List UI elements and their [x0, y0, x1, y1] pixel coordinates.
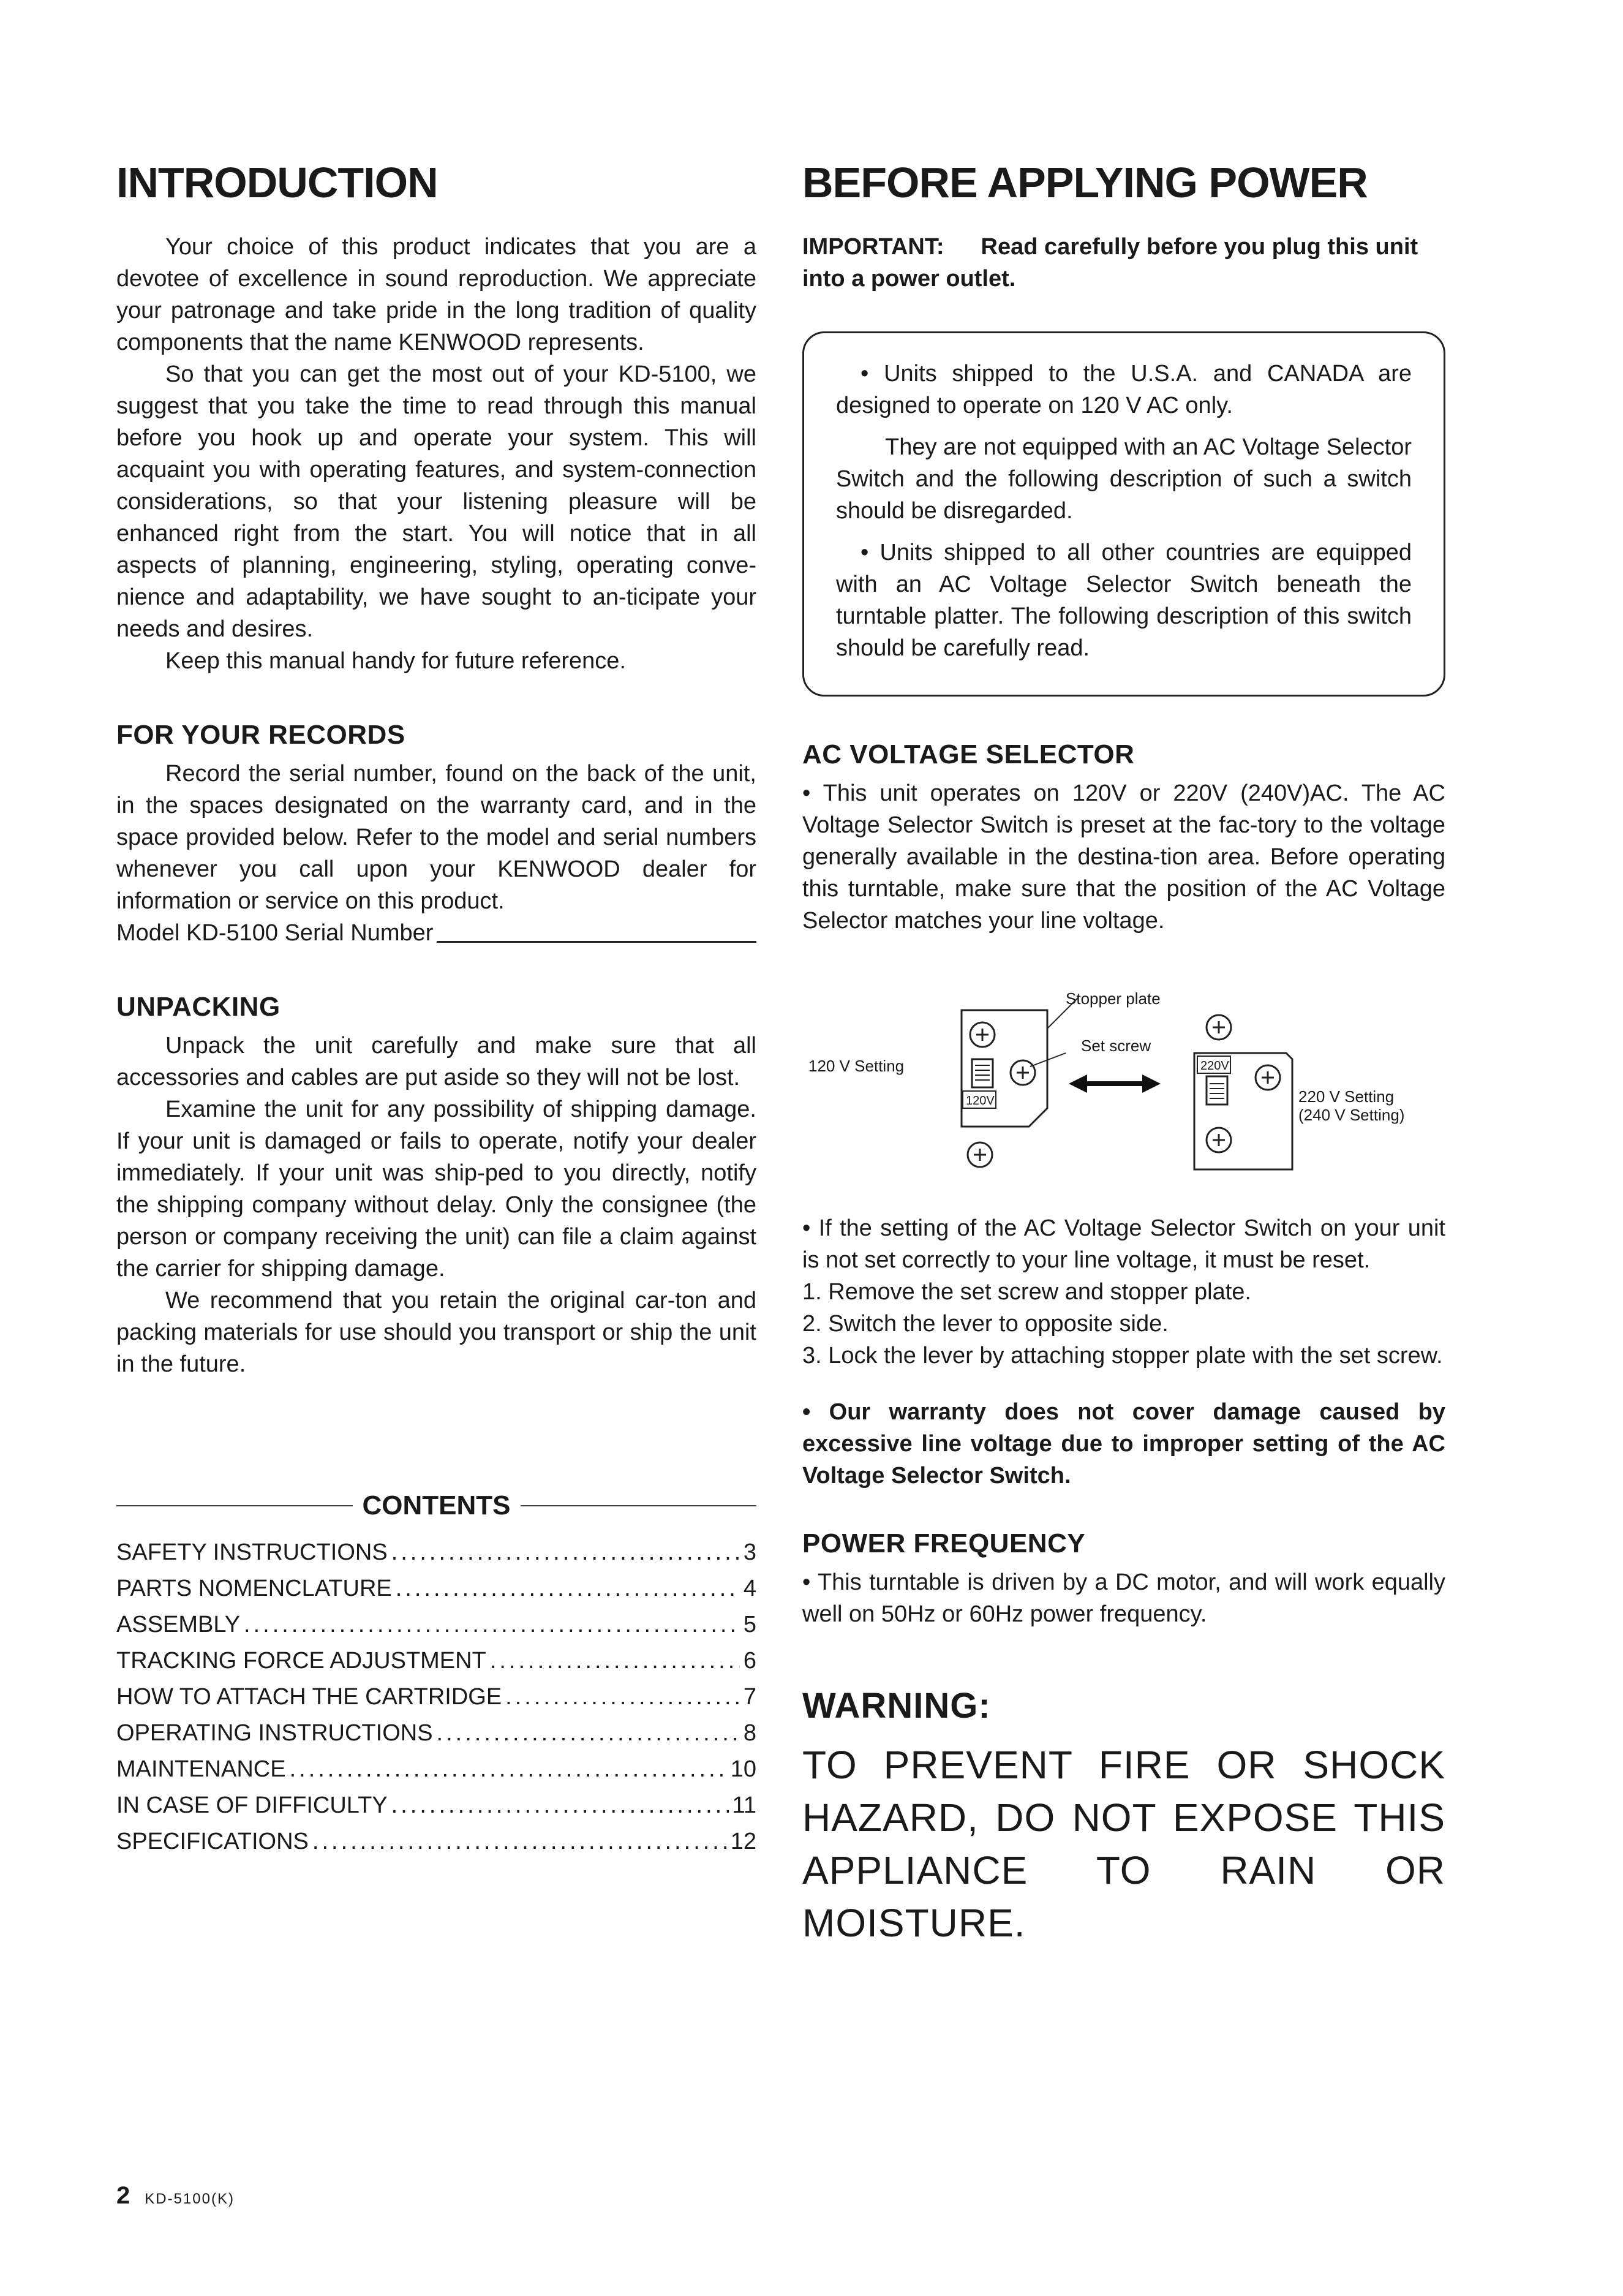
- shipping-note-box: [802, 331, 1445, 697]
- important-note: [802, 231, 1445, 295]
- ac-selector-section: [802, 739, 1445, 1492]
- contents-leader-dots: [490, 1643, 740, 1679]
- contents-item-page: 6: [743, 1648, 756, 1674]
- contents-row: [116, 1643, 756, 1679]
- setting-120v-label: 120 V Setting: [808, 1057, 905, 1075]
- unpacking-title: UNPACKING: [116, 992, 281, 1022]
- tag-220v: 220V: [1200, 1059, 1229, 1073]
- contents-item-page: 11: [732, 1792, 756, 1818]
- contents-item-page: 10: [730, 1756, 756, 1782]
- ac-selector-paragraph-2: • If the setting of the AC Voltage Selector Switch on your unit is not set correctly to your line voltage, it must be reset.: [802, 1215, 1445, 1273]
- ac-selector-paragraph-1: • This unit operates on 120V or 220V (240V)AC. The AC Voltage Selector Switch is preset at the fac-tory to the voltage generally available in the destina-tion area. Before operating this turntable, make sure that the position of the AC Voltage Selector matches your line voltage.: [802, 780, 1445, 934]
- tag-120v: 120V: [966, 1094, 995, 1108]
- switch-120v-illustration: [962, 1010, 1047, 1167]
- contents-item-title: MAINTENANCE: [116, 1756, 286, 1782]
- contents-leader-dots: [391, 1535, 740, 1571]
- box-paragraph-3: • Units shipped to all other countries are equipped with an AC Voltage Selector Switch beneath the turntable platter. The following description of this switch should be carefully read.: [836, 540, 1412, 661]
- contents-item-title: OPERATING INSTRUCTIONS: [116, 1720, 433, 1746]
- contents-leader-dots: [437, 1715, 740, 1751]
- page-footer: [116, 2182, 235, 2210]
- contents-leader-dots: [505, 1679, 740, 1715]
- unpacking-paragraph-3: We recommend that you retain the original car-ton and packing materials for use should you transport or ship the unit in the future.: [116, 1288, 756, 1377]
- contents-leader-dots: [391, 1788, 729, 1824]
- power-frequency-title: POWER FREQUENCY: [802, 1528, 1086, 1558]
- power-frequency-paragraph: • This turntable is driven by a DC motor, and will work equally well on 50Hz or 60Hz power frequency.: [802, 1569, 1445, 1627]
- contents-title: CONTENTS: [362, 1490, 511, 1520]
- unpacking-section: [116, 992, 756, 1380]
- contents-row: [116, 1751, 756, 1788]
- contents-item-page: 12: [730, 1829, 756, 1854]
- reset-step-1: 1. Remove the set screw and stopper plate.: [802, 1279, 1251, 1305]
- contents-rule-left: [116, 1505, 353, 1506]
- contents-item-page: 4: [743, 1576, 756, 1601]
- contents-section: [116, 1490, 756, 1860]
- warning-section: [802, 1685, 1445, 1949]
- introduction-title: INTRODUCTION: [116, 159, 438, 206]
- contents-item-page: 5: [743, 1612, 756, 1637]
- reset-steps: [802, 1276, 1445, 1372]
- contents-header: [116, 1490, 756, 1521]
- contents-item-page: 8: [743, 1720, 756, 1746]
- contents-leader-dots: [290, 1751, 727, 1788]
- before-power-title: BEFORE APPLYING POWER: [802, 159, 1368, 206]
- contents-item-title: SPECIFICATIONS: [116, 1829, 309, 1854]
- contents-leader-dots: [396, 1571, 740, 1607]
- ac-selector-title: AC VOLTAGE SELECTOR: [802, 739, 1135, 769]
- intro-paragraph-1: Your choice of this product indicates that you are a devotee of excellence in sound reproduction. We appreciate your patronage and take pride in the long tradition of quality components that the name KENWOOD represents.: [116, 234, 756, 355]
- model-serial-label: Model KD-5100 Serial Number: [116, 920, 434, 946]
- double-arrow-icon: [1069, 1074, 1161, 1093]
- stopper-plate-label: Stopper plate: [1066, 989, 1161, 1008]
- unpacking-paragraph-1: Unpack the unit carefully and make sure that all accessories and cables are put aside so they will not be lost.: [116, 1033, 756, 1090]
- power-frequency-section: [802, 1528, 1445, 1630]
- footer-model: KD-5100(K): [145, 2191, 235, 2207]
- reset-step-3: 3. Lock the lever by attaching stopper plate with the set screw.: [802, 1343, 1443, 1369]
- important-text: Read carefully before you plug this unit into a power outlet.: [802, 234, 1418, 292]
- contents-row: [116, 1715, 756, 1751]
- warning-text: TO PREVENT FIRE OR SHOCK HAZARD, DO NOT EXPOSE THIS APPLIANCE TO RAIN OR MOISTURE.: [802, 1743, 1445, 1945]
- contents-item-title: SAFETY INSTRUCTIONS: [116, 1539, 388, 1565]
- serial-number-line: [116, 917, 756, 949]
- contents-item-title: TRACKING FORCE ADJUSTMENT: [116, 1648, 486, 1674]
- contents-leader-dots: [312, 1824, 727, 1860]
- contents-item-title: ASSEMBLY: [116, 1612, 241, 1637]
- contents-row: [116, 1535, 756, 1571]
- contents-row: [116, 1571, 756, 1607]
- contents-leader-dots: [244, 1607, 740, 1643]
- contents-row: [116, 1679, 756, 1715]
- contents-item-title: IN CASE OF DIFFICULTY: [116, 1792, 388, 1818]
- page-number: 2: [116, 2182, 130, 2209]
- switch-220v-illustration: [1194, 1015, 1292, 1169]
- contents-item-title: PARTS NOMENCLATURE: [116, 1576, 392, 1601]
- contents-row: [116, 1788, 756, 1824]
- important-label: IMPORTANT:: [802, 234, 944, 260]
- left-column: [116, 159, 756, 1860]
- setting-240v-label: (240 V Setting): [1298, 1106, 1405, 1124]
- voltage-selector-diagram: [802, 986, 1445, 1188]
- right-column: [802, 159, 1445, 1949]
- box-paragraph-2: They are not equipped with an AC Voltage Selector Switch and the following description of such a switch should be disregarded.: [836, 434, 1412, 524]
- serial-number-blank: [437, 941, 756, 943]
- contents-row: [116, 1824, 756, 1860]
- records-section: [116, 720, 756, 949]
- contents-item-page: 7: [743, 1684, 756, 1710]
- contents-item-title: HOW TO ATTACH THE CARTRIDGE: [116, 1684, 502, 1710]
- contents-row: [116, 1607, 756, 1643]
- lever-120v-icon: [972, 1059, 993, 1087]
- set-screw-label: Set screw: [1081, 1037, 1151, 1055]
- intro-paragraph-3: Keep this manual handy for future reference.: [165, 648, 627, 674]
- contents-item-page: 3: [743, 1539, 756, 1565]
- reset-step-2: 2. Switch the lever to opposite side.: [802, 1311, 1169, 1337]
- lever-220v-icon: [1207, 1076, 1227, 1105]
- records-title: FOR YOUR RECORDS: [116, 720, 405, 750]
- contents-list: [116, 1535, 756, 1860]
- records-paragraph: Record the serial number, found on the back of the unit, in the spaces designated on the warranty card, and in the space provided below. Refer to the model and serial numbers whenever you call upon your KENWOOD dealer for information or service on this product.: [116, 761, 756, 914]
- unpacking-paragraph-2: Examine the unit for any possibility of shipping damage. If your unit is damaged or fails to operate, notify your dealer immediately. If your unit was ship-ped to you directly, notify the shipping company without delay. Only the consignee (the person or company receiving the unit) can file a claim against the carrier for shipping damage.: [116, 1097, 756, 1282]
- contents-rule-right: [521, 1505, 757, 1506]
- setting-220v-label: 220 V Setting: [1298, 1087, 1395, 1106]
- warning-title: WARNING:: [802, 1686, 991, 1726]
- warranty-note: • Our warranty does not cover damage caused by excessive line voltage due to improper setting of the AC Voltage Selector Switch.: [802, 1399, 1445, 1489]
- intro-paragraph-2: So that you can get the most out of your KD-5100, we suggest that you take the time to read through this manual before you hook up and operate your system. This will acquaint you with operating features, and system-connection considerations, so that your listening pleasure will be enhanced right from the start. You will notice that in all aspects of planning, engineering, styling, operating conve-nience and adaptability, we have sought to an-ticipate your needs and desires.: [116, 361, 756, 642]
- box-paragraph-1: • Units shipped to the U.S.A. and CANADA are designed to operate on 120 V AC only.: [836, 361, 1412, 418]
